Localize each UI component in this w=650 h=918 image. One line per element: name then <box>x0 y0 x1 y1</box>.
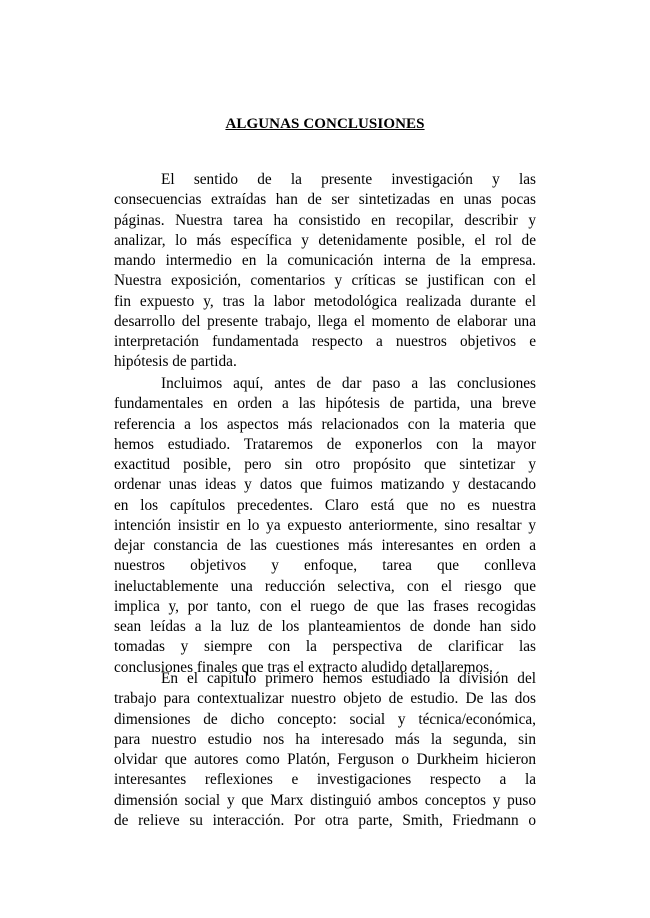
text-line: intención insistir en lo ya expuesto anteriormente, sino resaltar y <box>114 516 536 534</box>
text-line: El sentido de la presente investigación y las <box>161 171 536 188</box>
text-line: tomadas y siempre con la perspectiva de clarificar las <box>114 638 536 656</box>
text-line: fin expuesto y, tras la labor metodológica realizada durante el <box>114 292 536 310</box>
section-title: ALGUNAS CONCLUSIONES <box>225 116 425 132</box>
text-line: para nuestro estudio nos ha interesado más la segunda, sin <box>114 730 536 748</box>
text-line: consecuencias extraídas han de ser sintetizadas en unas pocas <box>114 191 536 209</box>
text-line: interpretación fundamentada respecto a nuestros objetivos e <box>114 333 536 350</box>
text-line: en los capítulos precedentes. Claro está que no es nuestra <box>114 496 536 514</box>
text-line: nuestros objetivos y enfoque, tarea que conlleva <box>114 557 536 575</box>
text-line: hemos estudiado. Trataremos de exponerlos con la mayor <box>114 435 536 453</box>
text-line: ineluctablemente una reducción selectiva, con el riesgo que <box>114 577 536 595</box>
text-line: dimensión social y que Marx distinguió ambos conceptos y puso <box>114 791 536 809</box>
text-line: En el capítulo primero hemos estudiado la división del <box>161 670 536 687</box>
text-line: desarrollo del presente trabajo, llega el momento de elaborar una <box>114 312 536 330</box>
text-line: dimensiones de dicho concepto: social y técnica/económica, <box>114 710 536 728</box>
text-line: hipótesis de partida. <box>114 353 237 371</box>
text-line: dejar constancia de las cuestiones más interesantes en orden a <box>114 537 536 554</box>
text-line: analizar, lo más específica y detenidamente posible, el rol de <box>114 231 536 249</box>
text-line: trabajo para contextualizar nuestro objeto de estudio. De las dos <box>114 690 536 708</box>
paragraph-1 <box>114 170 536 373</box>
text-line: páginas. Nuestra tarea ha consistido en recopilar, describir y <box>114 211 536 229</box>
paragraph-3 <box>114 669 536 831</box>
text-line: Incluimos aquí, antes de dar paso a las conclusiones <box>161 375 536 392</box>
text-line: de relieve su interacción. Por otra parte, Smith, Friedmann o <box>114 811 536 829</box>
text-line: sean leídas a la luz de los planteamientos de donde han sido <box>114 618 536 635</box>
text-line: fundamentales en orden a las hipótesis de partida, una breve <box>114 395 536 413</box>
text-line: olvidar que autores como Platón, Ferguson o Durkheim hicieron <box>114 751 536 768</box>
text-line: ordenar unas ideas y datos que fuimos matizando y destacando <box>114 476 536 494</box>
text-line: interesantes reflexiones e investigaciones respecto a la <box>114 771 536 789</box>
text-line: mando intermedio en la comunicación interna de la empresa. <box>114 252 536 269</box>
text-line: exactitud posible, pero sin otro propósito que sintetizar y <box>114 456 536 473</box>
text-line: Nuestra exposición, comentarios y críticas se justifican con el <box>114 272 536 290</box>
text-line: conclusiones finales que tras el extracto aludido detallaremos. <box>114 658 493 676</box>
paragraph-2 <box>114 374 536 678</box>
text-line: implica y, por tanto, con el ruego de que las frases recogidas <box>114 597 536 615</box>
text-line: referencia a los aspectos más relacionados con la materia que <box>114 415 536 433</box>
